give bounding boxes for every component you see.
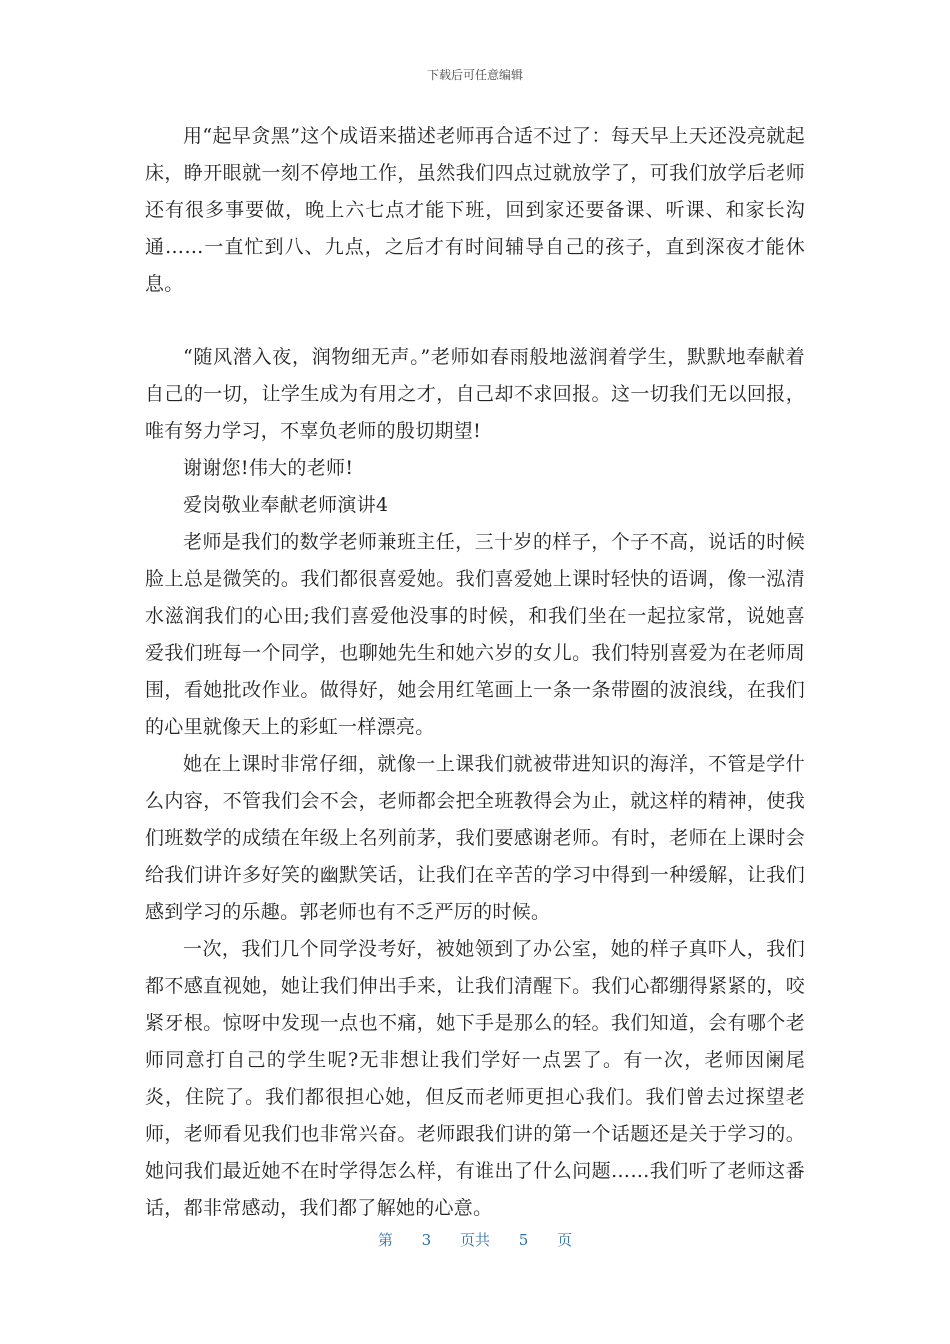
page-footer bbox=[0, 1229, 950, 1250]
paragraph: 她在上课时非常仔细，就像一上课我们就被带进知识的海洋，不管是学什么内容，不管我们会不会，老师都会把全班教得会为止，就这样的精神，使我们班数学的成绩在年级上名列前茅，我们要感谢老师。有时，老师在上课时会给我们讲许多好笑的幽默笑话，让我们在辛苦的学习中得到一种缓解，让我们感到学习的乐趣。郭老师也有不乏严厉的时候。 bbox=[145, 753, 805, 923]
paragraph: 用“起早贪黑”这个成语来描述老师再合适不过了：每天早上天还没亮就起床，睁开眼就一刻不停地工作，虽然我们四点过就放学了，可我们放学后老师还有很多事要做，晚上六七点才能下班，回到家还要备课、听课、和家长沟通……一直忙到八、九点，之后才有时间辅导自己的孩子，直到深夜才能休息。 bbox=[145, 125, 805, 295]
paragraph: 谢谢您!伟大的老师! bbox=[183, 457, 354, 479]
paragraph: “随风潜入夜，润物细无声。”老师如春雨般地滋润着学生，默默地奉献着自己的一切，让学生成为有用之才，自己却不求回报。这一切我们无以回报，唯有努力学习，不辜负老师的殷切期望! bbox=[145, 346, 805, 442]
footer-prefix: 第 bbox=[377, 1231, 393, 1249]
footer-mid: 页共 bbox=[459, 1231, 490, 1249]
total-pages-number: 5 bbox=[518, 1231, 529, 1249]
paragraph: 一次，我们几个同学没考好，被她领到了办公室，她的样子真吓人，我们都不感直视她，她让我们伸出手来，让我们清醒下。我们心都绷得紧紧的，咬紧牙根。惊呀中发现一点也不痛，她下手是那么的轻。我们知道，会有哪个老师同意打自己的学生呢?无非想让我们学好一点罢了。有一次，老师因阑尾炎，住院了。我们都很担心她，但反而老师更担心我们。我们曾去过探望老师，老师看见我们也非常兴奋。老师跟我们讲的第一个话题还是关于学习的。她问我们最近她不在时学得怎么样，有谁出了什么问题……我们听了老师这番话，都非常感动，我们都了解她的心意。 bbox=[145, 938, 805, 1219]
paragraph: 老师是我们的数学老师兼班主任，三十岁的样子，个子不高，说话的时候脸上总是微笑的。我们都很喜爱她。我们喜爱她上课时轻快的语调，像一泓清水滋润我们的心田;我们喜爱他没事的时候，和我们坐在一起拉家常，说她喜爱我们班每一个同学，也聊她先生和她六岁的女儿。我们特别喜爱为在老师周围，看她批改作业。做得好，她会用红笔画上一条一条带圈的波浪线，在我们的心里就像天上的彩虹一样漂亮。 bbox=[145, 531, 805, 738]
page-header: 下载后可任意编辑 bbox=[426, 68, 523, 82]
section-title: 爱岗敬业奉献老师演讲4 bbox=[183, 494, 389, 516]
footer-suffix: 页 bbox=[557, 1231, 573, 1249]
document-body bbox=[145, 118, 805, 1227]
paragraph-spacer bbox=[145, 303, 805, 339]
current-page-number: 3 bbox=[421, 1231, 432, 1249]
